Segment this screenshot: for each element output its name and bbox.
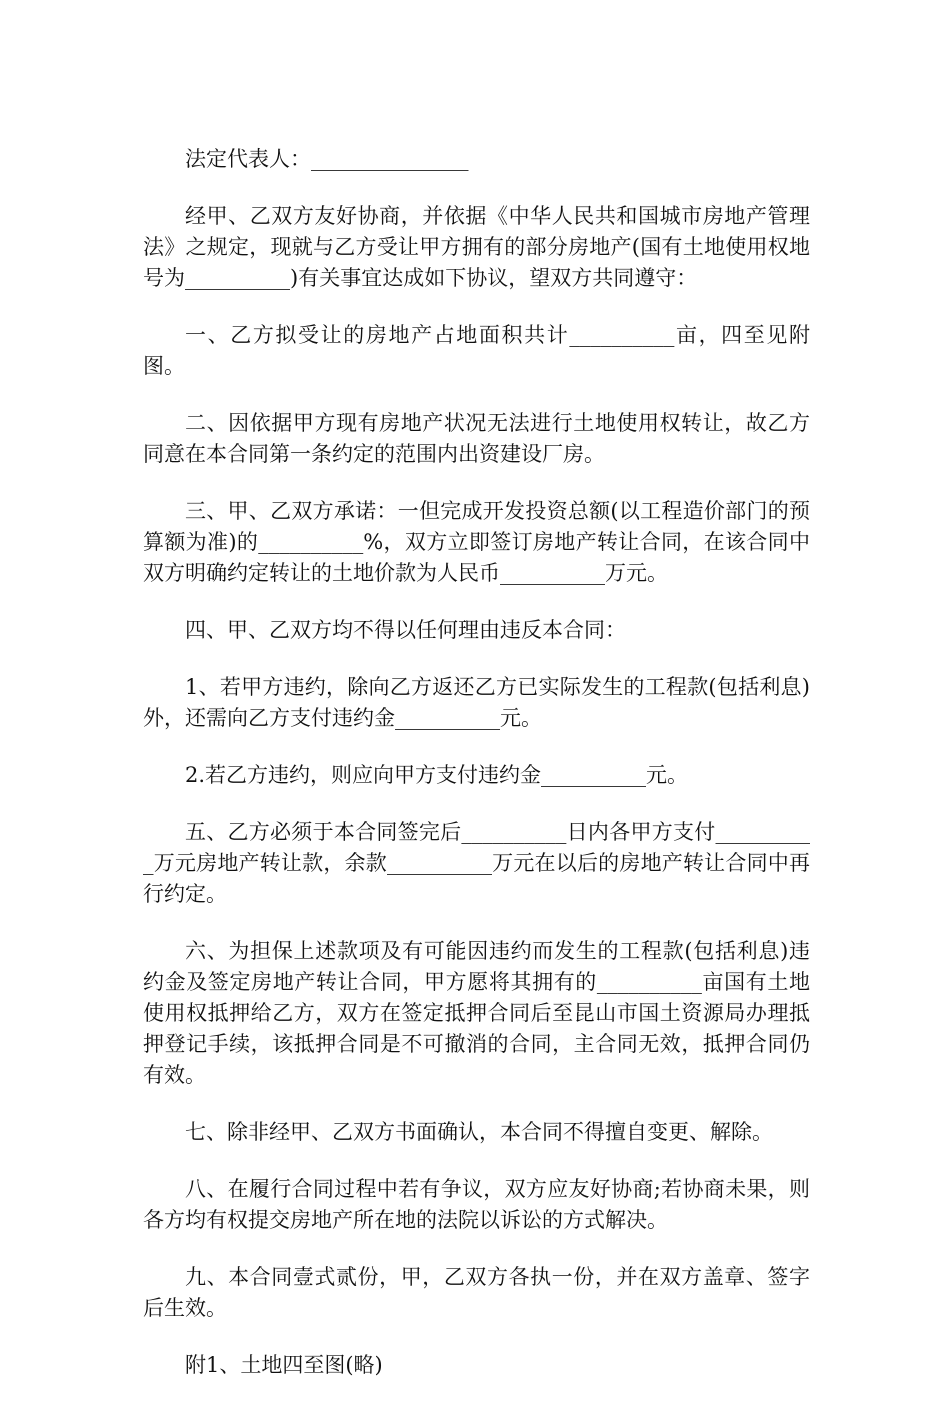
appendix-note: 附1、土地四至图(略)	[185, 1353, 383, 1377]
clause-3: 三、甲、乙双方承诺：一但完成开发投资总额(以工程造价部门的预算额为准)的__________%，双方立即签订房地产转让合同，在该合同中双方明确约定转让的土地价款为人民币__________万元。	[143, 499, 810, 585]
clause-8: 八、在履行合同过程中若有争议，双方应友好协商;若协商未果，则各方均有权提交房地产所在地的法院以诉讼的方式解决。	[143, 1177, 810, 1232]
clause-2: 二、因依据甲方现有房地产状况无法进行土地使用权转让，故乙方同意在本合同第一条约定的范围内出资建设厂房。	[143, 411, 810, 466]
preamble-paragraph: 经甲、乙双方友好协商，并依据《中华人民共和国城市房地产管理法》之规定，现就与乙方受让甲方拥有的部分房地产(国有土地使用权地号为__________)有关事宜达成如下协议，望双方共同遵守：	[143, 204, 810, 290]
clause-7: 七、除非经甲、乙双方书面确认，本合同不得擅自变更、解除。	[185, 1120, 773, 1144]
clause-4-item-1: 1、若甲方违约，除向乙方返还乙方已实际发生的工程款(包括利息)外，还需向乙方支付违约金__________元。	[143, 675, 810, 730]
clause-5: 五、乙方必须于本合同签完后__________日内各甲方支付__________万元房地产转让款，余款__________万元在以后的房地产转让合同中再行约定。	[143, 820, 810, 906]
clause-1: 一、乙方拟受让的房地产占地面积共计__________亩，四至见附图。	[143, 323, 810, 378]
clause-6: 六、为担保上述款项及有可能因违约而发生的工程款(包括利息)违约金及签定房地产转让合同，甲方愿将其拥有的__________亩国有土地使用权抵押给乙方，双方在签定抵押合同后至昆山市国土资源局办理抵押登记手续，该抵押合同是不可撤消的合同，主合同无效，抵押合同仍有效。	[143, 939, 810, 1087]
document-body	[143, 144, 810, 1407]
clause-4: 四、甲、乙双方均不得以任何理由违反本合同：	[185, 618, 626, 642]
clause-4-item-2: 2.若乙方违约，则应向甲方支付违约金__________元。	[185, 763, 689, 787]
clause-9: 九、本合同壹式贰份，甲，乙双方各执一份，并在双方盖章、签字后生效。	[143, 1265, 810, 1320]
legal-representative-line: 法定代表人：_______________	[185, 147, 469, 171]
